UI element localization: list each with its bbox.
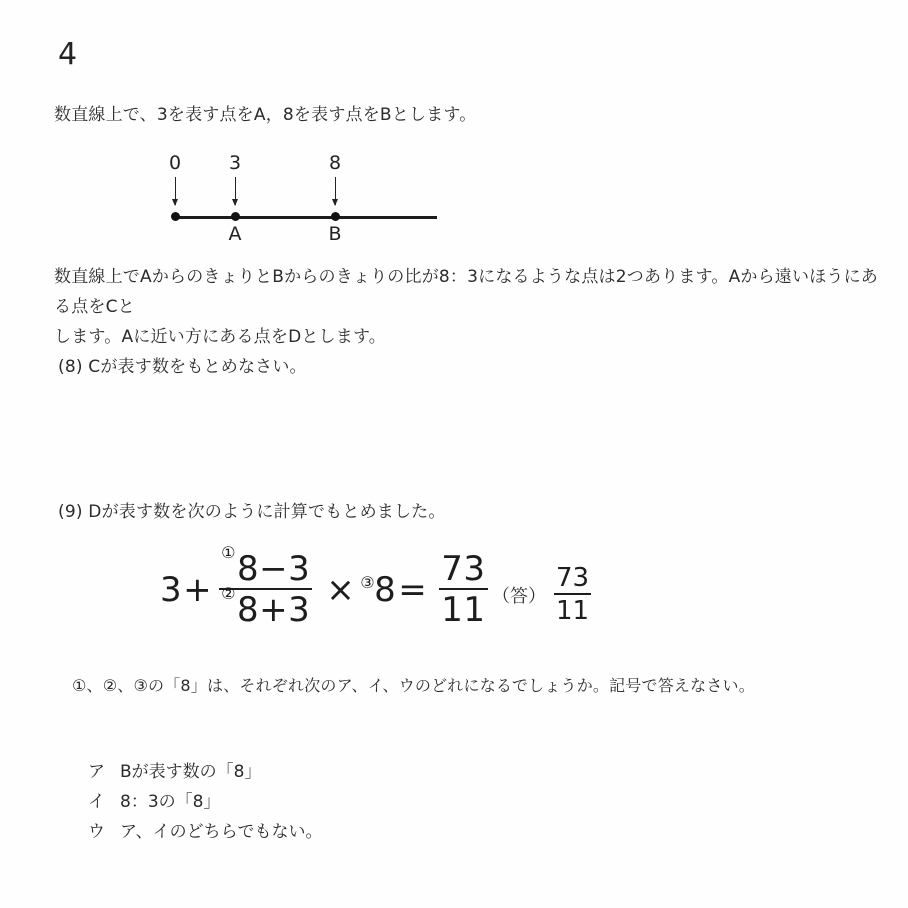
choice-text-a: Bが表す数の「8」	[120, 762, 262, 782]
down-arrow-icon-3	[235, 177, 236, 205]
answer-block	[492, 565, 591, 624]
choice-item-a	[88, 757, 322, 787]
formula-result-numerator: 73	[441, 549, 486, 589]
answer-numerator: 73	[556, 563, 590, 593]
choice-marker-i: イ	[88, 792, 105, 812]
number-line-top-label-3: 3	[228, 152, 242, 174]
sub-question-8: (8) Cが表す数をもとめなさい。	[58, 357, 307, 377]
number-line-bottom-label-a: A	[228, 223, 242, 245]
number-line-top-label-8: 8	[328, 152, 342, 174]
circled-marker-3: ③	[360, 572, 376, 592]
formula-times-sign: ×	[326, 569, 356, 610]
down-arrow-icon-8	[335, 177, 336, 205]
formula-lead-term: 3	[160, 569, 183, 610]
choice-item-i	[88, 787, 322, 817]
choice-marker-u: ウ	[88, 822, 105, 842]
number-line-axis	[172, 216, 437, 219]
choice-list	[88, 757, 322, 847]
choice-instruction-text: ①、②、③の「8」は、それぞれ次のア、イ、ウのどれになるでしょうか。記号で答えなさい。	[72, 676, 755, 695]
number-line-top-label-0: 0	[168, 152, 182, 174]
formula-plus-sign: +	[183, 569, 213, 610]
number-line-diagram	[150, 150, 470, 245]
formula-denominator-expression: 8+3	[236, 590, 311, 630]
formula-result-fraction	[439, 549, 487, 630]
formula-fraction-numerator	[219, 543, 312, 589]
choice-text-i: 8：3の「8」	[120, 792, 221, 812]
formula-numerator-expression: 8−3	[236, 549, 311, 589]
answer-fraction	[554, 565, 591, 624]
formula-fraction-denominator	[219, 584, 312, 630]
number-line-point-0	[171, 212, 180, 221]
choice-marker-a: ア	[88, 762, 105, 782]
formula-multiplier-group	[359, 569, 397, 610]
formula-fraction	[219, 543, 312, 630]
ratio-explanation-line1: 数直線上でAからのきょりとBからのきょりの比が8：3になるような点は2つあります。Aから遠いほうにある点をCと	[54, 267, 879, 317]
choice-text-u: ア、イのどちらでもない。	[120, 822, 323, 842]
number-line-point-a	[231, 212, 240, 221]
ratio-explanation-text	[54, 262, 884, 352]
ratio-explanation-line2: します。Aに近い方にある点をDとします。	[54, 327, 386, 347]
circled-marker-2: ②	[221, 584, 236, 603]
question-intro-text: 数直線上で、3を表す点をA，8を表す点をBとします。	[54, 105, 477, 125]
answer-label: （答）	[492, 585, 546, 607]
sub-question-9: (9) Dが表す数を次のように計算でもとめました。	[58, 502, 446, 522]
formula-multiplier: 8	[374, 569, 397, 610]
calculation-formula	[160, 543, 494, 630]
down-arrow-icon-0	[175, 177, 176, 205]
question-number: 4	[58, 37, 78, 72]
formula-result-denominator: 11	[441, 590, 486, 630]
number-line-bottom-label-b: B	[328, 223, 342, 245]
circled-marker-1: ①	[221, 543, 236, 562]
answer-denominator: 11	[556, 596, 590, 626]
choice-item-u	[88, 817, 322, 847]
number-line-point-b	[331, 212, 340, 221]
formula-equals-sign: =	[398, 569, 428, 610]
